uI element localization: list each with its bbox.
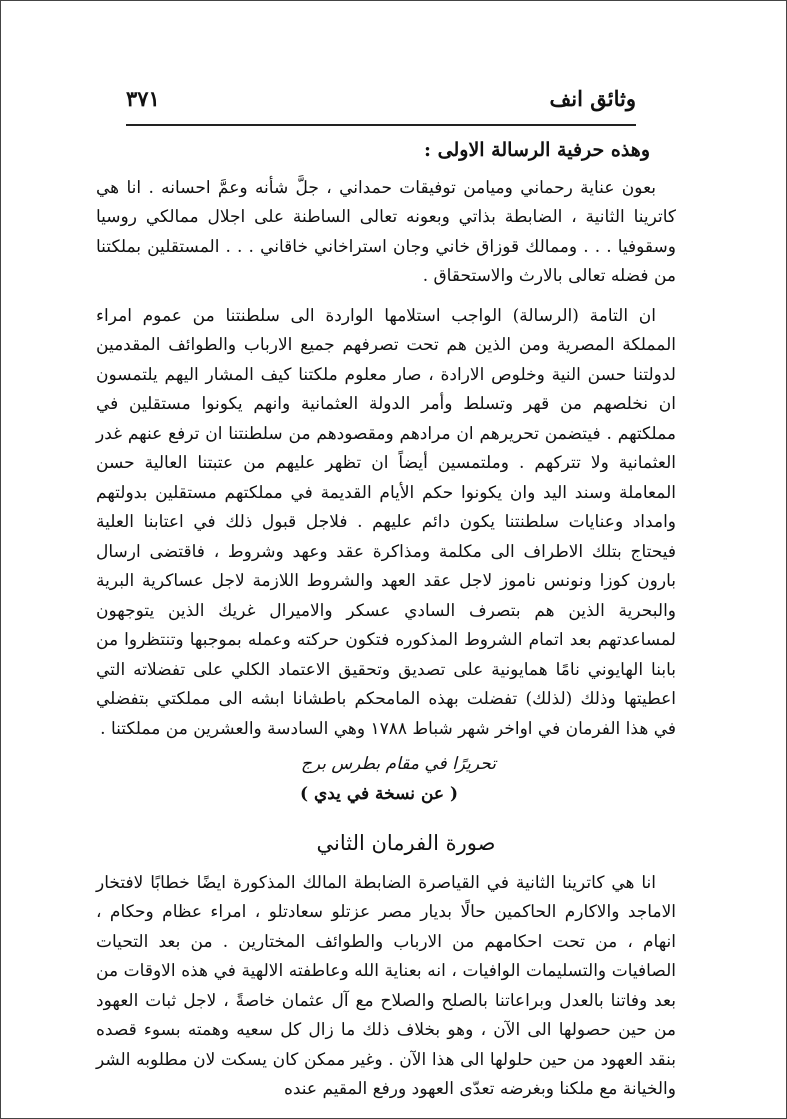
firman-paragraph: انا هي كاترينا الثانية في القياصرة الضابطة المالك المذكورة ايضًا خطابًا لافتخار الاماجد والاكارم الحاكمين حالًا بديار مصر عزتلو سعادتلو ، امراء عظام وحكام ، انهام ، من تحت احكامهم من الارباب والطوائف المختارين . من بعد التحيات الصافيات والتسليمات الوافيات ، انه بعناية الله وعاطفته الالهية في هذه الاوقات من بعد وفاتنا بالعدل وبراعاتنا بالصلح والصلاح مع آل عثمان خاصةً ، لاجل ثبات العهود من حين حصولها الى الآن ، وهو بخلاف ذلك ما زال كل سعيه وهمته بسوء قصده بنقد العهود من حين حلولها الى هذا الآن . وغير ممكن كان يسكت لان مطلوبه الشر والخيانة مع ملكنا وبغرضه تعدّى العهود ورفع المقيم عنده (96, 872, 676, 1099)
letter-opening-paragraph: بعون عناية رحماني وميامن توفيقات حمداني ، جلَّ شأنه وعمَّ احسانه . انا هي كاترينا الثانية ، الضابطة بذاتي وبعونه تعالى الساطنة على اجلال ممالكي روسيا وسقوفيا . . . وممالك قوزاق خاني وجان استراخاني خاقاني . . . المستقلين بملكتنا من فضله تعالى بالارث والاستحقاق . (96, 177, 676, 286)
page-number: ٣٧١ (126, 86, 160, 111)
letter-place-line: تحريرًا في مقام بطرس برج (300, 754, 496, 774)
letter-body-paragraph: ان التامة (الرسالة) الواجب استلامها الواردة الى سلطنتنا من عموم امراء المملكة المصرية ومن الذين هم تحت تصرفهم جميع الارباب والطوائف المقدمين لدولتنا حسن النية وخلوص الارادة ، صار معلوم ملكتنا كيف المشار اليهم يلتمسون ان نخلصهم من قهر وتسلط وأمر الدولة العثمانية وانهم يكونوا مستقلين في مملكتهم . فيتضمن تحريرهم ان مرادهم ومقصودهم من سلطنتنا ان ترفع عنهم غدر العثمانية ولا تتركهم . وملتمسين أيضاً ان تظهر عليهم من عتبتنا العالية حسن المعاملة وسند اليد وان يكونوا حكم الأيام القديمة في مملكتهم مستقلين بدولتهم وامداد وعنايات سلطنتنا يكون دائم عليهم . فلاجل قبول ذلك في اعتابنا العلية فيحتاج بتلك الاطراف الى مكلمة ومذاكرة عقد وعهد وشروط ، فاقتضى ارسال بارون كوزا ونونس ناموز لاجل عقد العهد والشروط اللازمة لاجل عساكرية البرية والبحرية الذين هم بتصرف السادي عسكر والاميرال غريك الذين يتوجهون لمساعدتهم بعد اتمام الشروط المذكوره فتكون حركته وعمله بموجبها وتنتظروا من بابنا الهايوني نامًا همايونية على تصديق وتحقيق الاعتماد الكلي على تفضلاته التي اعطيتها وذلك (لذلك) تفضلت بهذه المامحكم باطشانا ابشه الى مملكتي بتفضلي في هذا الفرمان في اواخر شهر شباط ١٧٨٨ وهي السادسة والعشرين من مملكتنا . (96, 305, 676, 739)
header-rule (126, 124, 636, 126)
letter-heading: وهذه حرفية الرسالة الاولى : (424, 139, 650, 161)
section-title: صورة الفرمان الثاني (316, 831, 496, 855)
page-body (96, 136, 676, 1105)
source-note: ( عن نسخة في يدي ) (299, 783, 458, 804)
running-title: وثائق انف (549, 86, 636, 111)
page-header (126, 86, 636, 120)
